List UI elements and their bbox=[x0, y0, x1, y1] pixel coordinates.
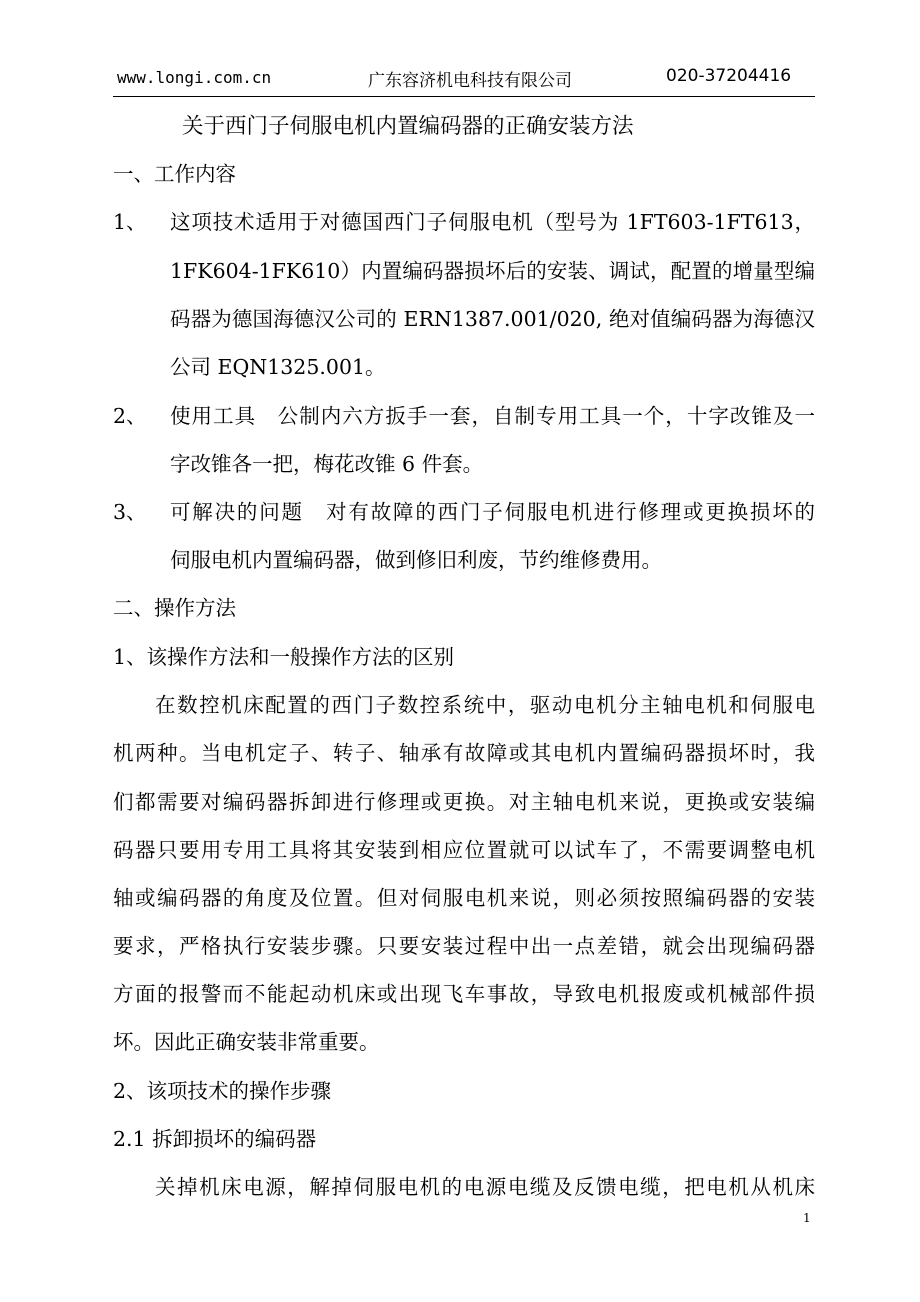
para-line: 要求，严格执行安装步骤。只要安装过程中出一点差错，就会出现编码器 bbox=[113, 934, 815, 958]
header-phone: 020-37204416 bbox=[666, 66, 792, 86]
subheading-1: 1、该操作方法和一般操作方法的区别 bbox=[113, 645, 455, 669]
item-number: 3、 bbox=[113, 500, 147, 524]
item-number: 2、 bbox=[113, 404, 147, 428]
para-line: 在数控机床配置的西门子数控系统中，驱动电机分主轴电机和伺服电 bbox=[155, 693, 815, 717]
item-line: 这项技术适用于对德国西门子伺服电机（型号为 1FT603-1FT613， bbox=[170, 210, 815, 234]
subheading-2: 2、该项技术的操作步骤 bbox=[113, 1079, 332, 1103]
para-line: 机两种。当电机定子、转子、轴承有故障或其电机内置编码器损坏时，我 bbox=[113, 741, 815, 765]
para-line: 们都需要对编码器拆卸进行修理或更换。对主轴电机来说，更换或安装编 bbox=[113, 790, 815, 814]
para-line: 轴或编码器的角度及位置。但对伺服电机来说，则必须按照编码器的安装 bbox=[113, 886, 815, 910]
item-line: 使用工具 公制内六方扳手一套，自制专用工具一个，十字改锥及一 bbox=[170, 404, 815, 428]
para-line: 码器只要用专用工具将其安装到相应位置就可以试车了，不需要调整电机 bbox=[113, 838, 815, 862]
item-line: 码器为德国海德汉公司的 ERN1387.001/020, 绝对值编码器为海德汉 bbox=[170, 307, 815, 331]
para-line: 坏。因此正确安装非常重要。 bbox=[113, 1030, 380, 1054]
header-url: www.longi.com.cn bbox=[117, 68, 272, 87]
doc-title: 关于西门子伺服电机内置编码器的正确安装方法 bbox=[182, 114, 634, 139]
item-line: 公司 EQN1325.001。 bbox=[170, 355, 386, 379]
page-number: 1 bbox=[803, 1211, 811, 1225]
item-line: 1FK604-1FK610）内置编码器损坏后的安装、调试，配置的增量型编 bbox=[170, 259, 815, 283]
para-line: 关掉机床电源，解掉伺服电机的电源电缆及反馈电缆，把电机从机床 bbox=[155, 1175, 815, 1199]
item-line: 可解决的问题 对有故障的西门子伺服电机进行修理或更换损坏的 bbox=[170, 500, 815, 524]
para-line: 方面的报警而不能起动机床或出现飞车事故，导致电机报废或机械部件损 bbox=[113, 982, 815, 1006]
section-heading-2: 二、操作方法 bbox=[113, 596, 236, 620]
section-heading-1: 一、工作内容 bbox=[113, 162, 236, 186]
subheading-2-1: 2.1 拆卸损坏的编码器 bbox=[113, 1127, 317, 1151]
item-number: 1、 bbox=[113, 210, 147, 234]
header-company: 广东容济机电科技有限公司 bbox=[368, 71, 572, 91]
item-line: 字改锥各一把，梅花改锥 6 件套。 bbox=[170, 452, 484, 476]
header-rule bbox=[113, 96, 815, 97]
item-line: 伺服电机内置编码器，做到修旧利废，节约维修费用。 bbox=[170, 548, 662, 572]
